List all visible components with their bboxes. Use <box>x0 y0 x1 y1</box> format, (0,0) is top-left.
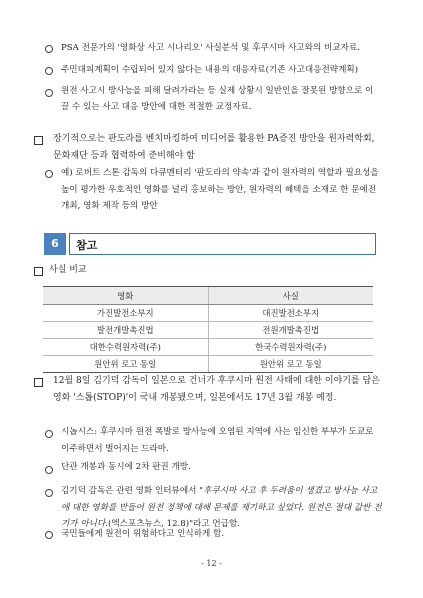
table-cell: 전원개발촉진법 <box>208 322 373 339</box>
circle-bullet-icon <box>45 531 53 539</box>
table-row <box>43 322 373 339</box>
section-title-box <box>69 233 376 255</box>
circle-bullet-icon <box>45 89 53 97</box>
column-header: 영화 <box>43 287 208 305</box>
quote-intro: 김기덕 감독은 관련 영화 인터뷰에서 " <box>61 486 204 496</box>
comparison-table <box>43 286 373 373</box>
table-cell: 가진발전소부지 <box>43 305 208 322</box>
bullet-text: 주민대피계획이 수립되어 있지 않다는 내용의 대응자료(기존 사고대응전략계획) <box>61 65 359 75</box>
table-cell: 대한수력원자력(주) <box>43 339 208 356</box>
bullet-text: 단관 개봉과 동시에 2차 판권 개방. <box>61 462 191 472</box>
circle-bullet-icon <box>45 67 53 75</box>
checkbox-bullet-icon <box>34 136 43 145</box>
section-header <box>44 233 374 255</box>
synopsis-text: 시놉시스: 후쿠시마 원전 폭발로 방사능에 오염된 지역에 사는 임신한 부부가 도쿄로 이주하면서 벌어지는 드라마. <box>61 427 374 454</box>
quote-paragraph <box>61 483 383 533</box>
table-cell: 발전개발촉진법 <box>43 322 208 339</box>
table-cell: 원안위 로고 동일 <box>208 356 373 373</box>
table-cell: 한국수력원자력(주) <box>208 339 373 356</box>
table-row <box>43 356 373 373</box>
checkbox-bullet-icon <box>34 378 43 387</box>
section-title: 참고 <box>76 239 98 252</box>
circle-bullet-icon <box>45 430 53 438</box>
bullet-text: 국민들에게 원전이 위험하다고 인식하게 함. <box>61 529 225 539</box>
circle-bullet-icon <box>45 489 53 497</box>
checkbox-bullet-icon <box>34 267 43 276</box>
circle-bullet-icon <box>45 45 53 53</box>
bullet-text: 원전 사고시 방사능을 피해 달려가라는 등 실제 상황시 일반인을 잘못된 방향으로 이끌 수 있는 사고 대응 방안에 대한 적절한 교정자료. <box>61 86 374 112</box>
column-header: 사실 <box>208 287 373 305</box>
release-text: 12월 8일 김기덕 감독이 일본으로 건너가 후쿠시마 원전 사태에 대한 이야기를 담은 영화 '스톱(STOP)'이 국내 개봉됐으며, 일본에서도 17년 3월 개봉 예정. <box>53 376 380 403</box>
table-row <box>43 339 373 356</box>
section-number: 6 <box>44 233 66 255</box>
table-cell: 원안위 로고 동일 <box>43 356 208 373</box>
circle-bullet-icon <box>45 466 53 474</box>
circle-bullet-icon <box>45 170 53 178</box>
page-number: - 12 - <box>201 559 222 568</box>
table-header-row <box>43 287 373 305</box>
table-cell: 대진발전소부지 <box>208 305 373 322</box>
long-term-text: 장기적으로는 판도라를 벤치마킹하여 미디어를 활용한 PA증진 방안을 원자력학회, 문화재단 등과 협력하여 준비해야 함 <box>53 134 375 161</box>
bullet-text: PSA 전문가의 '영화상 사고 시나리오' 사실분석 및 후쿠시마 사고와의 비교자료. <box>61 43 360 53</box>
quote-outro: (엑스포츠뉴스, 12.8)"라고 언급함. <box>107 519 241 529</box>
table-row <box>43 305 373 322</box>
example-text: 예) 로버트 스톤 감독의 다큐멘터리 '판도라의 약속'과 같이 원자력의 역할과 필요성을 높이 평가한 우호적인 영화를 널리 홍보하는 방안, 원자력의 혜택을 소재로 한 문예전 개최, 영화 제작 등의 방안 <box>61 168 379 211</box>
quote-text: 후쿠시마 사고 후 두려움이 생겼고 방사능 사고에 대한 영화를 만들어 원전 정책에 대해 문제를 제기하고 싶었다. 원전은 절대 값싼 전기가 아니다. <box>61 486 382 529</box>
compare-heading: 사실 비교 <box>49 265 87 275</box>
